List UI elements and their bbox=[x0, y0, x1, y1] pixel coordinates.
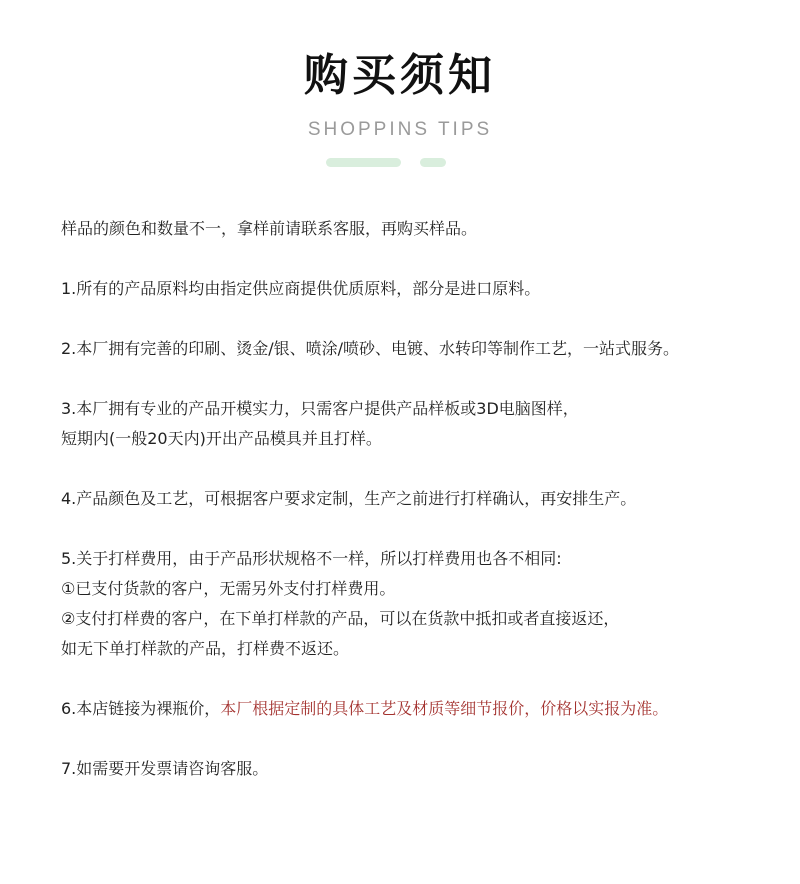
note-item-6-highlight: 本厂根据定制的具体工艺及材质等细节报价，价格以实报为准。 bbox=[220, 699, 669, 718]
note-item-5-line-4: 如无下单打样款的产品，打样费不返还。 bbox=[61, 639, 350, 658]
note-item-5-line-3: ②支付打样费的客户，在下单打样款的产品，可以在货款中抵扣或者直接返还， bbox=[61, 609, 620, 628]
tips-content bbox=[61, 214, 791, 814]
note-item-5 bbox=[61, 544, 791, 664]
note-item-3 bbox=[61, 394, 791, 454]
note-item-5-line-1: 5.关于打样费用，由于产品形状规格不一样，所以打样费用也各不相同: bbox=[61, 549, 562, 568]
page-subtitle: SHOPPINS TIPS bbox=[307, 119, 493, 140]
note-item-6 bbox=[61, 694, 791, 724]
intro-note: 样品的颜色和数量不一，拿样前请联系客服，再购买样品。 bbox=[61, 219, 478, 238]
note-item-3-line-2: 短期内(一般20天内)开出产品模具并且打样。 bbox=[61, 429, 382, 448]
decorative-bar-long bbox=[326, 158, 401, 167]
note-item-2: 2.本厂拥有完善的印刷、烫金/银、喷涂/喷砂、电镀、水转印等制作工艺，一站式服务。 bbox=[61, 339, 680, 358]
note-item-6-prefix: 6.本店链接为裸瓶价， bbox=[61, 699, 221, 718]
note-item-3-line-1: 3.本厂拥有专业的产品开模实力，只需客户提供产品样板或3D电脑图样， bbox=[61, 399, 579, 418]
note-item-1: 1.所有的产品原料均由指定供应商提供优质原料，部分是进口原料。 bbox=[61, 279, 541, 298]
page-title: 购买须知 bbox=[304, 50, 496, 101]
decorative-bar-short bbox=[420, 158, 446, 167]
note-item-4: 4.产品颜色及工艺，可根据客户要求定制，生产之前进行打样确认，再安排生产。 bbox=[61, 489, 637, 508]
note-item-7: 7.如需要开发票请咨询客服。 bbox=[61, 759, 269, 778]
note-item-5-line-2: ①已支付货款的客户，无需另外支付打样费用。 bbox=[61, 579, 396, 598]
